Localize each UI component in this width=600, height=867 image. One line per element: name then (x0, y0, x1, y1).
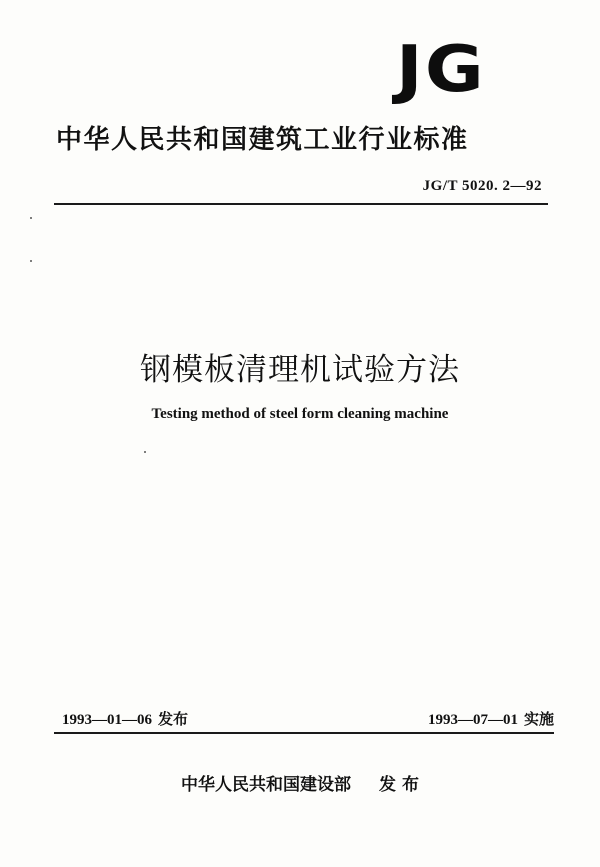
scan-speck (30, 260, 32, 262)
jg-logo: JG (396, 33, 486, 107)
scan-speck (30, 217, 32, 219)
top-divider (54, 203, 548, 205)
implementation-label: 实施 (523, 710, 554, 728)
issuing-authority (0, 770, 600, 795)
implementation-date: 1993—07—01 (427, 712, 518, 728)
standard-category-heading: 中华人民共和国建筑工业行业标准 (56, 125, 469, 155)
issuer-action: 发 布 (379, 775, 419, 795)
issuer-organization: 中华人民共和国建设部 (181, 775, 352, 795)
issue-label: 发布 (158, 710, 189, 728)
scan-speck (144, 451, 146, 453)
document-title-chinese: 钢模板清理机试验方法 (140, 352, 460, 388)
document-title-english: Testing method of steel form cleaning machine (151, 406, 449, 422)
issue-date: 1993—01—06 (62, 712, 152, 728)
standard-number: JG/T 5020. 2—92 (422, 178, 542, 194)
issue-date-block (62, 708, 188, 729)
bottom-divider (54, 732, 554, 734)
implementation-date-block (428, 708, 554, 729)
